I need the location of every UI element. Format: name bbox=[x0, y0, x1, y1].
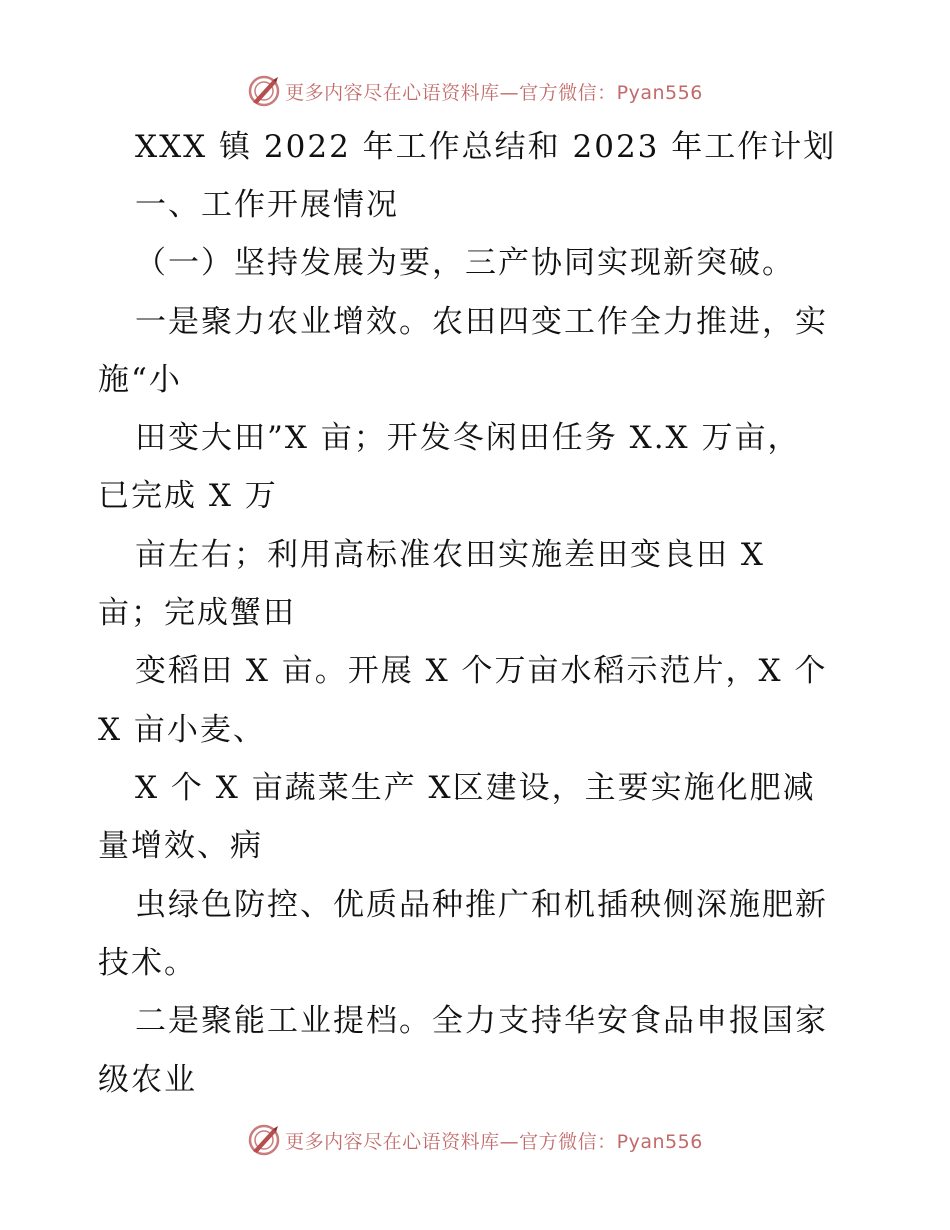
watermark-banner-bottom bbox=[0, 1120, 950, 1160]
text-line: 亩；完成蟹田 bbox=[98, 595, 296, 631]
document-title: XXX 镇 2022 年工作总结和 2023 年工作计划 bbox=[135, 129, 837, 165]
text-line: 一是聚力农业增效。农田四变工作全力推进，实 bbox=[135, 304, 828, 340]
watermark-text: 更多内容尽在心语资料库—官方微信：Pyan556 bbox=[285, 1130, 703, 1153]
text-line: 变稻田 X 亩。开展 X 个万亩水稻示范片，X 个 bbox=[135, 653, 828, 689]
text-line: 虫绿色防控、优质品种推广和机插秧侧深施肥新 bbox=[135, 887, 828, 923]
section-heading: 一、工作开展情况 bbox=[135, 187, 399, 223]
subsection-heading: （一）坚持发展为要，三产协同实现新突破。 bbox=[135, 245, 795, 281]
text-line: X 个 X 亩蔬菜生产 X区建设，主要实施化肥减 bbox=[135, 770, 816, 806]
watermark-text: 更多内容尽在心语资料库—官方微信：Pyan556 bbox=[285, 81, 703, 104]
text-line: 量增效、病 bbox=[98, 828, 263, 864]
text-line: 级农业 bbox=[98, 1062, 197, 1098]
text-line: 田变大田”X 亩；开发冬闲田任务 X.X 万亩， bbox=[135, 420, 801, 456]
text-line: 已完成 X 万 bbox=[98, 478, 278, 514]
text-line: 施“小 bbox=[98, 362, 182, 398]
text-line: X 亩小麦、 bbox=[98, 712, 266, 748]
text-line: 二是聚能工业提档。全力支持华安食品申报国家 bbox=[135, 1003, 828, 1039]
text-line: 技术。 bbox=[98, 945, 197, 981]
text-line: 亩左右；利用高标准农田实施差田变良田 X bbox=[135, 537, 765, 573]
quill-logo-icon bbox=[247, 1123, 281, 1157]
